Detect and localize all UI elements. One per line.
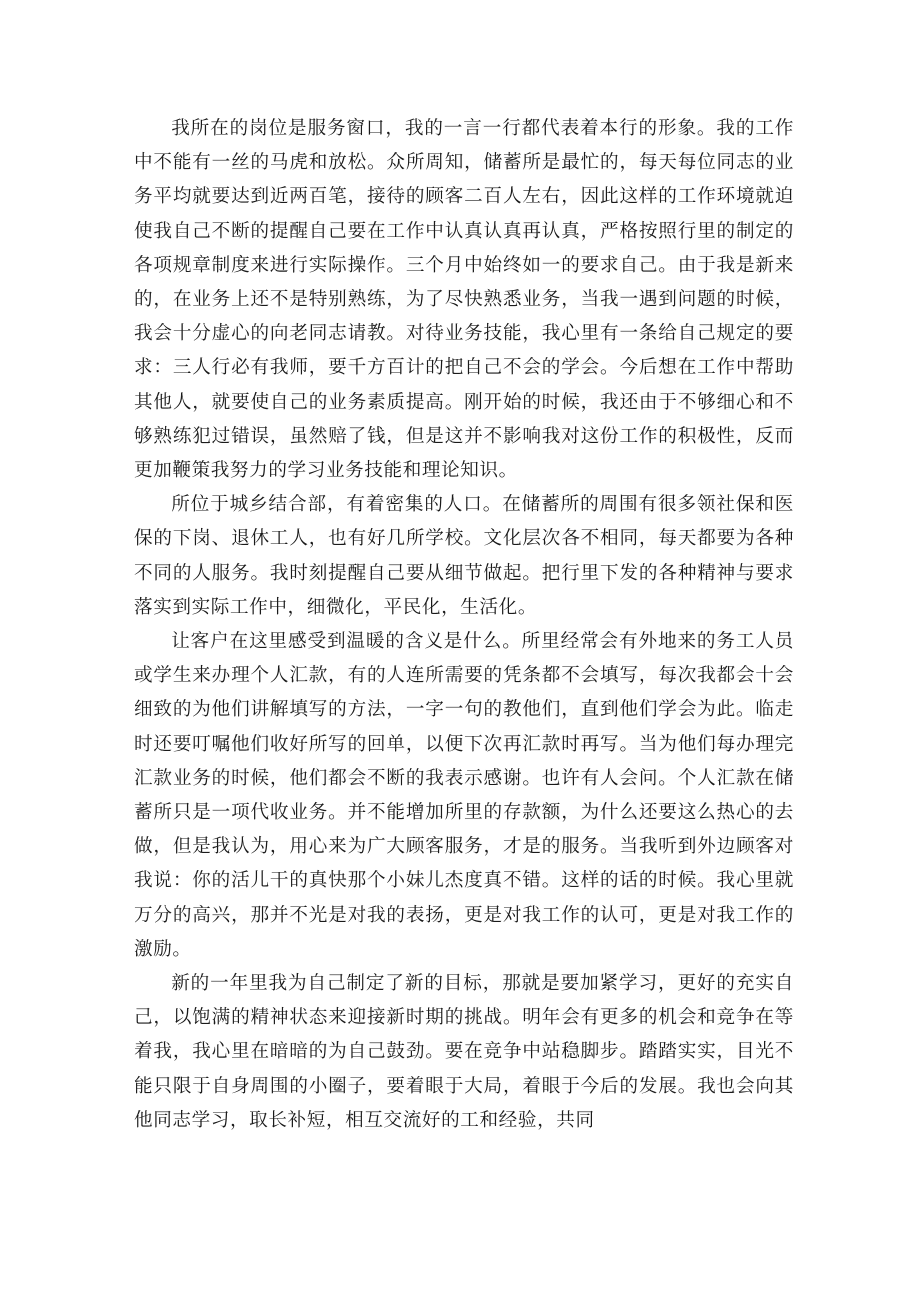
paragraph-3: 让客户在这里感受到温暖的含义是什么。所里经常会有外地来的务工人员或学生来办理个人汇款，有的人连所需要的凭条都不会填写，每次我都会十会细致的为他们讲解填写的方法，一字一句的教他们，直到他们学会为此。临走时还要叮嘱他们收好所写的回单，以便下次再汇款时再写。当为他们每办理完汇款业务的时候，他们都会不断的我表示感谢。也许有人会问。个人汇款在储蓄所只是一项代收业务。并不能增加所里的存款额，为什么还要这么热心的去做，但是我认为，用心来为广大顾客服务，才是的服务。当我听到外边顾客对我说：你的活儿干的真快那个小妹儿杰度真不错。这样的话的时候。我心里就万分的高兴，那并不光是对我的表扬，更是对我工作的认可，更是对我工作的激励。 <box>134 631 794 960</box>
paragraph-2: 所位于城乡结合部，有着密集的人口。在储蓄所的周围有很多领社保和医保的下岗、退休工人，也有好几所学校。文化层次各不相同，每天都要为各种不同的人服务。我时刻提醒自己要从细节做起。把行里下发的各种精神与要求落实到实际工作中，细微化，平民化，生活化。 <box>134 494 794 618</box>
document-body <box>134 112 794 1138</box>
paragraph-1: 我所在的岗位是服务窗口，我的一言一行都代表着本行的形象。我的工作中不能有一丝的马虎和放松。众所周知，储蓄所是最忙的，每天每位同志的业务平均就要达到近两百笔，接待的顾客二百人左右，因此这样的工作环境就迫使我自己不断的提醒自己要在工作中认真认真再认真，严格按照行里的制定的各项规章制度来进行实际操作。三个月中始终如一的要求自己。由于我是新来的，在业务上还不是特别熟练，为了尽快熟悉业务，当我一遇到问题的时候，我会十分虚心的向老同志请教。对待业务技能，我心里有一条给自己规定的要求：三人行必有我师，要千方百计的把自己不会的学会。今后想在工作中帮助其他人，就要使自己的业务素质提高。刚开始的时候，我还由于不够细心和不够熟练犯过错误，虽然赔了钱，但是这并不影响我对这份工作的积极性，反而更加鞭策我努力的学习业务技能和理论知识。 <box>134 118 794 482</box>
paragraph-4: 新的一年里我为自己制定了新的目标，那就是要加紧学习，更好的充实自己，以饱满的精神状态来迎接新时期的挑战。明年会有更多的机会和竞争在等着我，我心里在暗暗的为自己鼓劲。要在竞争中站稳脚步。踏踏实实，目光不能只限于自身周围的小圈子，要着眼于大局，着眼于今后的发展。我也会向其他同志学习，取长补短，相互交流好的工和经验，共同 <box>134 973 794 1131</box>
